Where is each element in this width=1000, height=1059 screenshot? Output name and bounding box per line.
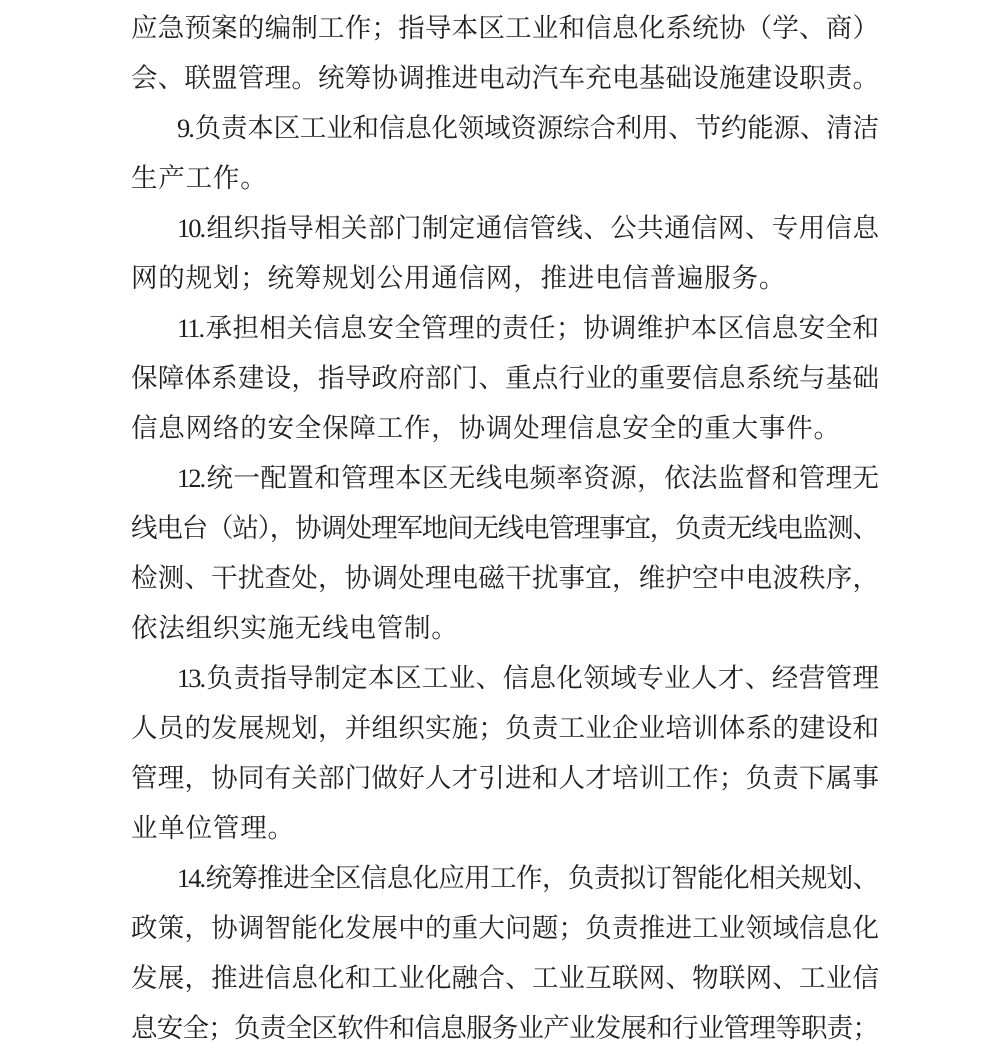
text-line-15: 人员的发展规划，并组织实施；负责工业企业培训体系的建设和 [131, 713, 877, 743]
text-line-16: 管理，协同有关部门做好人才引进和人才培训工作；负责下属事 [131, 763, 877, 793]
text-line-09: 信息网络的安全保障工作，协调处理信息安全的重大事件。 [131, 413, 841, 443]
text-line-01: 应急预案的编制工作；指导本区工业和信息化系统协（学、商） [131, 13, 877, 43]
text-line-20: 发展，推进信息化和工业化融合、工业互联网、物联网、工业信 [131, 963, 877, 993]
text-line-13: 依法组织实施无线电管制。 [131, 613, 459, 643]
document-text-block [131, 3, 877, 1053]
text-line-17: 业单位管理。 [131, 813, 295, 843]
text-line-03-item-9-start: 9.负责本区工业和信息化领域资源综合利用、节约能源、清洁 [177, 113, 877, 143]
text-line-07-item-11-start: 11.承担相关信息安全管理的责任；协调维护本区信息安全和 [177, 313, 877, 343]
text-line-11: 线电台（站），协调处理军地间无线电管理事宜，负责无线电监测、 [131, 513, 877, 543]
text-line-12: 检测、干扰查处，协调处理电磁干扰事宜，维护空中电波秩序， [131, 563, 877, 593]
text-line-06: 网的规划；统筹规划公用通信网，推进电信普遍服务。 [131, 263, 787, 293]
text-line-10-item-12-start: 12.统一配置和管理本区无线电频率资源，依法监督和管理无 [177, 463, 877, 493]
text-line-14-item-13-start: 13.负责指导制定本区工业、信息化领域专业人才、经营管理 [177, 663, 877, 693]
text-line-21: 息安全；负责全区软件和信息服务业产业发展和行业管理等职责； [131, 1013, 877, 1043]
text-line-08: 保障体系建设，指导政府部门、重点行业的重要信息系统与基础 [131, 363, 877, 393]
text-line-02: 会、联盟管理。统筹协调推进电动汽车充电基础设施建设职责。 [131, 63, 877, 93]
text-line-19: 政策，协调智能化发展中的重大问题；负责推进工业领域信息化 [131, 913, 877, 943]
text-line-04: 生产工作。 [131, 163, 268, 193]
text-line-18-item-14-start: 14.统筹推进全区信息化应用工作，负责拟订智能化相关规划、 [177, 863, 877, 893]
text-line-05-item-10-start: 10.组织指导相关部门制定通信管线、公共通信网、专用信息 [177, 213, 877, 243]
